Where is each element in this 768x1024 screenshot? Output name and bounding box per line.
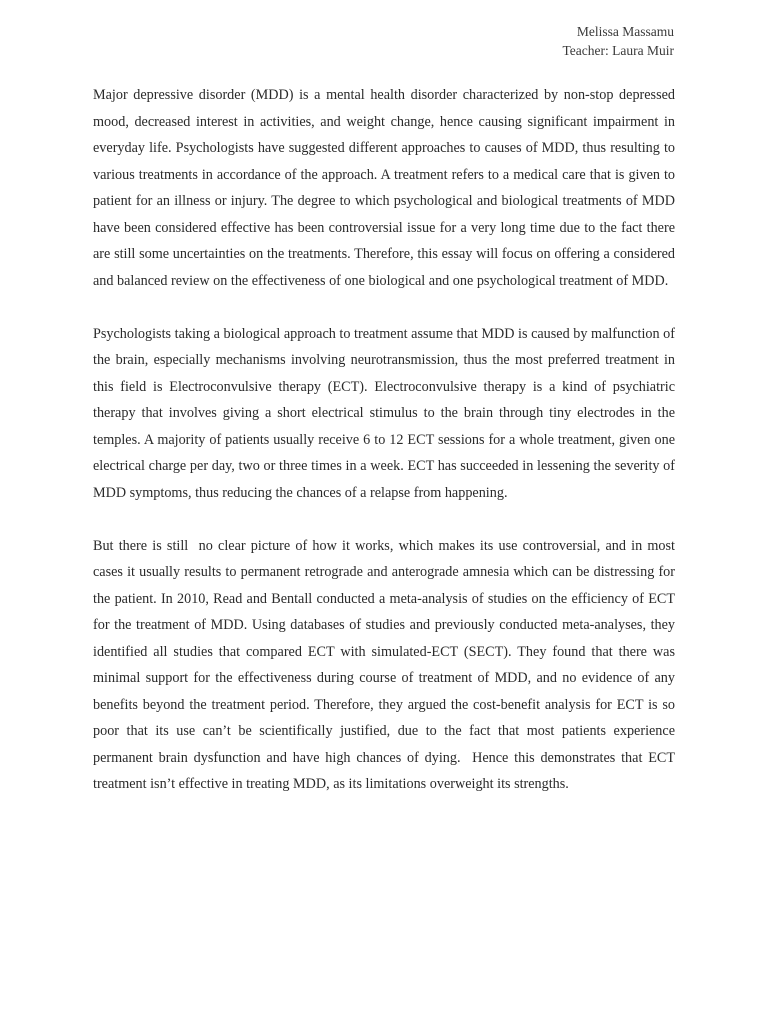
teacher-name: Teacher: Laura Muir bbox=[562, 43, 674, 58]
author-name: Melissa Massamu bbox=[576, 24, 674, 39]
page-header bbox=[563, 22, 675, 60]
essay-body bbox=[93, 82, 679, 824]
paragraph-ect-evaluation: But there is still no clear picture of how it works, which makes its use controversial, and in most cases it usually results to permanent retrograde and anterograde amnesia which can be distressing for the patient. In 2010, Read and Bentall conducted a meta-analysis of studies on the efficiency of ECT for the treatment of MDD. Using databases of studies and previously conducted meta-analyses, they identified all studies that compared ECT with simulated-ECT (SECT). They found that there was minimal support for the effectiveness during course of treatment of MDD, and no evidence of any benefits beyond the treatment period. Therefore, they argued the cost-benefit analysis for ECT is so poor that its use can’t be scientifically justified, due to the fact that most patients experience permanent brain dysfunction and have high chances of dying. Hence this demonstrates that ECT treatment isn’t effective in treating MDD, as its limitations overweight its strengths. bbox=[93, 537, 679, 792]
paragraph-intro: Major depressive disorder (MDD) is a mental health disorder characterized by non-stop depressed mood, decreased interest in activities, and weight change, hence causing significant impairment in everyday life. Psychologists have suggested different approaches to causes of MDD, thus resulting to various treatments in accordance of the approach. A treatment refers to a medical care that is given to patient for an illness or injury. The degree to which psychological and biological treatments of MDD have been considered effective has been controversial issue for a very long time due to the fact there are still some uncertainties on the treatments. Therefore, this essay will focus on offering a considered and balanced review on the effectiveness of one biological and one psychological treatment of MDD. bbox=[93, 87, 679, 289]
paragraph-biological-approach: Psychologists taking a biological approach to treatment assume that MDD is caused by malfunction of the brain, especially mechanisms involving neurotransmission, thus the most preferred treatment in this field is Electroconvulsive therapy (ECT). Electroconvulsive therapy is a kind of psychiatric therapy that involves giving a short electrical stimulus to the brain through tiny electrodes in the temples. A majority of patients usually receive 6 to 12 ECT sessions for a whole treatment, given one electrical charge per day, two or three times in a week. ECT has succeeded in lessening the severity of MDD symptoms, thus reducing the chances of a relapse from happening. bbox=[93, 325, 679, 501]
